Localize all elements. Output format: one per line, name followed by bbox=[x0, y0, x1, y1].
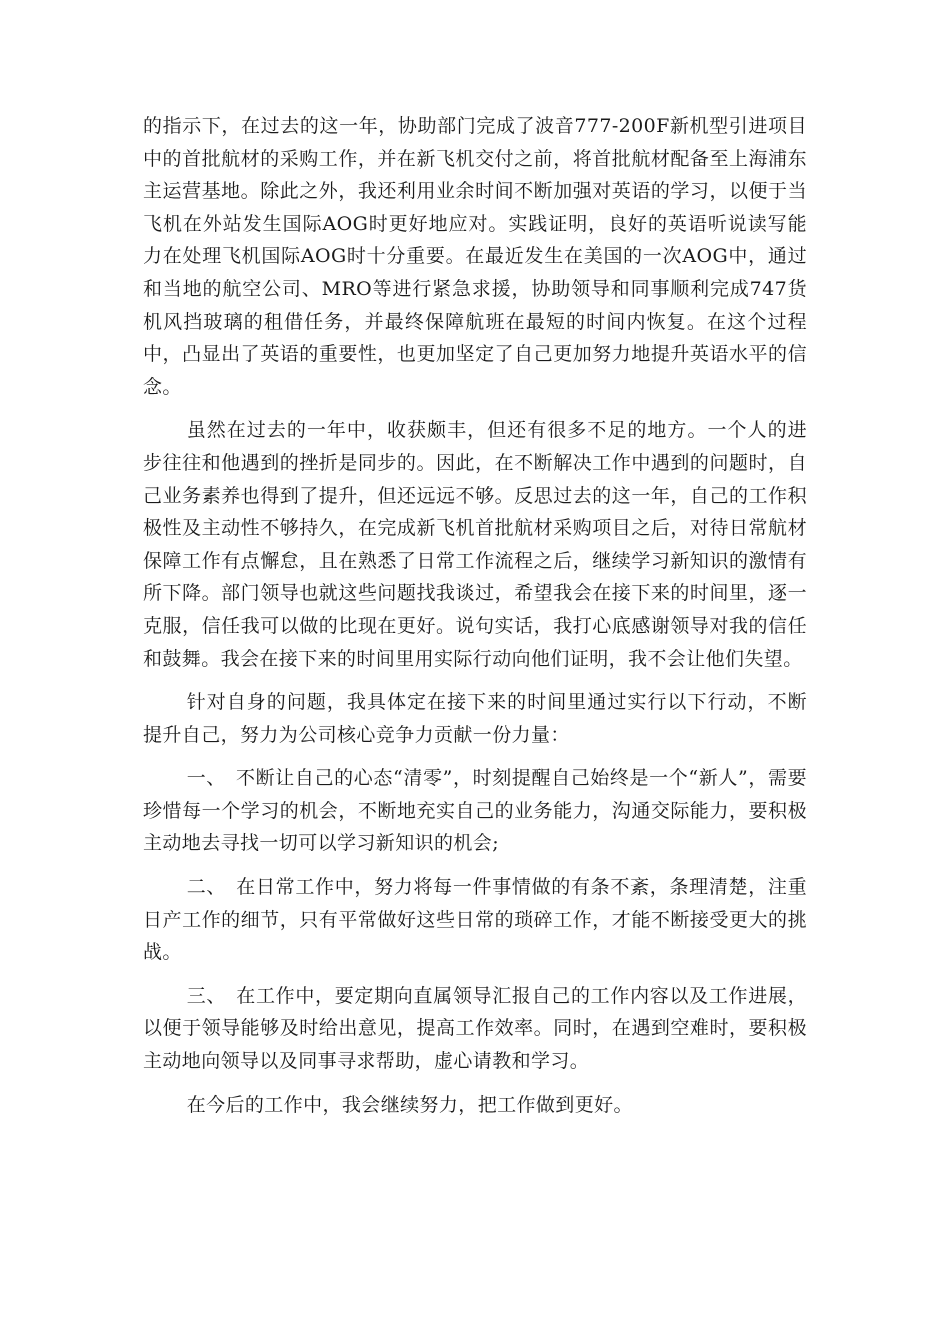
paragraph-3: 针对自身的问题，我具体定在接下来的时间里通过实行以下行动，不断提升自己，努力为公司核心竞争力贡献一份力量： bbox=[143, 691, 807, 746]
list-item-2: 二、 在日常工作中，努力将每一件事情做的有条不紊，条理清楚，注重日产工作的细节，只有平常做好这些日常的琐碎工作，才能不断接受更大的挑战。 bbox=[143, 876, 807, 964]
closing-paragraph: 在今后的工作中，我会继续努力，把工作做到更好。 bbox=[186, 1093, 633, 1116]
list-item-3: 三、 在工作中，要定期向直属领导汇报自己的工作内容以及工作进展，以便于领导能够及时给出意见，提高工作效率。同时，在遇到空难时，要积极主动地向领导以及同事寻求帮助，虚心请教和学习。 bbox=[143, 984, 807, 1073]
paragraph-2: 虽然在过去的一年中，收获颇丰，但还有很多不足的地方。一个人的进步往往和他遇到的挫折是同步的。因此，在不断解决工作中遇到的问题时，自己业务素养也得到了提升，但还远远不够。反思过去的这一年，自己的工作积极性及主动性不够持久，在完成新飞机首批航材采购项目之后，对待日常航材保障工作有点懈怠，且在熟悉了日常工作流程之后，继续学习新知识的激情有所下降。部门领导也就这些问题找我谈过，希望我会在接下来的时间里，逐一克服，信任我可以做的比现在更好。说句实话，我打心底感谢领导对我的信任和鼓舞。我会在接下来的时间里用实际行动向他们证明，我不会让他们失望。 bbox=[143, 419, 807, 670]
document-body bbox=[143, 110, 807, 1132]
list-item-1: 一、 不断让自己的心态“清零”，时刻提醒自己始终是一个“新人”，需要珍惜每一个学习的机会，不断地充实自己的业务能力，沟通交际能力，要积极主动地去寻找一切可以学习新知识的机会; bbox=[143, 767, 807, 855]
paragraph-1: 的指示下，在过去的这一年，协助部门完成了波音777-200F新机型引进项目中的首批航材的采购工作，并在新飞机交付之前，将首批航材配备至上海浦东主运营基地。除此之外，我还利用业余时间不断加强对英语的学习，以便于当飞机在外站发生国际AOG时更好地应对。实践证明，良好的英语听说读写能力在处理飞机国际AOG时十分重要。在最近发生在美国的一次AOG中，通过和当地的航空公司、MRO等进行紧急求援，协助领导和同事顺利完成747货机风挡玻璃的租借任务，并最终保障航班在最短的时间内恢复。在这个过程中，凸显出了英语的重要性，也更加坚定了自己更加努力地提升英语水平的信念。 bbox=[143, 115, 807, 398]
